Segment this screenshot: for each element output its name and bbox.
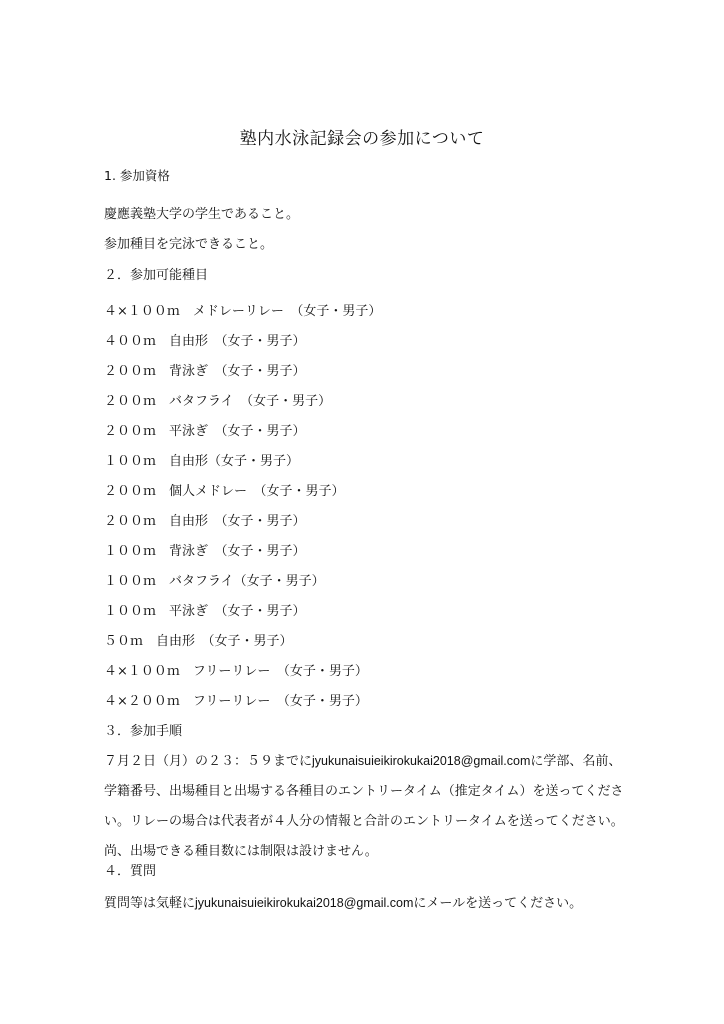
event-item: ２００ｍ 個人メドレー （女子・男子） [104, 484, 345, 499]
section-heading-procedure: ３．参加手順 [104, 724, 183, 739]
event-item: ４×１００ｍ フリーリレー （女子・男子） [104, 664, 368, 679]
procedure-paragraph [104, 746, 624, 867]
event-item: １００ｍ 平泳ぎ （女子・男子） [104, 604, 306, 619]
section-heading-eligibility: 1. 参加資格 [104, 168, 170, 183]
event-item: ２００ｍ 背泳ぎ （女子・男子） [104, 364, 306, 379]
event-item: ２００ｍ 自由形 （女子・男子） [104, 514, 306, 529]
event-item: ４×２００ｍ フリーリレー （女子・男子） [104, 694, 368, 709]
section-heading-questions: ４．質問 [104, 864, 157, 879]
eligibility-line-1: 慶應義塾大学の学生であること。 [104, 207, 300, 222]
event-item: ２００ｍ バタフライ （女子・男子） [104, 394, 332, 409]
event-item: １００ｍ 背泳ぎ （女子・男子） [104, 544, 306, 559]
event-item: ４００ｍ 自由形 （女子・男子） [104, 334, 306, 349]
questions-text-before: 質問等は気軽に [104, 896, 196, 911]
questions-paragraph [104, 888, 624, 919]
procedure-text-before: ７月２日（月）の２３：５９までに [104, 754, 313, 769]
event-item: ２００ｍ 平泳ぎ （女子・男子） [104, 424, 306, 439]
procedure-email-link[interactable]: jyukunaisuieikirokukai2018@gmail.com [312, 754, 531, 768]
questions-text-after: にメールを送ってください。 [413, 896, 583, 911]
event-item: １００ｍ バタフライ（女子・男子） [104, 574, 325, 589]
event-item: １００ｍ 自由形（女子・男子） [104, 454, 300, 469]
section-heading-events: ２．参加可能種目 [104, 268, 209, 283]
event-item: ４×１００ｍ メドレーリレー （女子・男子） [104, 304, 382, 319]
questions-email-link[interactable]: jyukunaisuieikirokukai2018@gmail.com [195, 896, 414, 910]
event-item: ５０ｍ 自由形 （女子・男子） [104, 634, 293, 649]
page-title: 塾内水泳記録会の参加について [239, 129, 485, 149]
eligibility-line-2: 参加種目を完泳できること。 [104, 237, 274, 252]
procedure-text-after: に学部、名前、学籍番号、出場種目と出場する各種目のエントリータイム（推定タイム）を送ってください。リレーの場合は代表者が４人分の情報と合計のエントリータイムを送ってください。尚、出場できる種目数には制限は設けません。 [104, 754, 624, 859]
